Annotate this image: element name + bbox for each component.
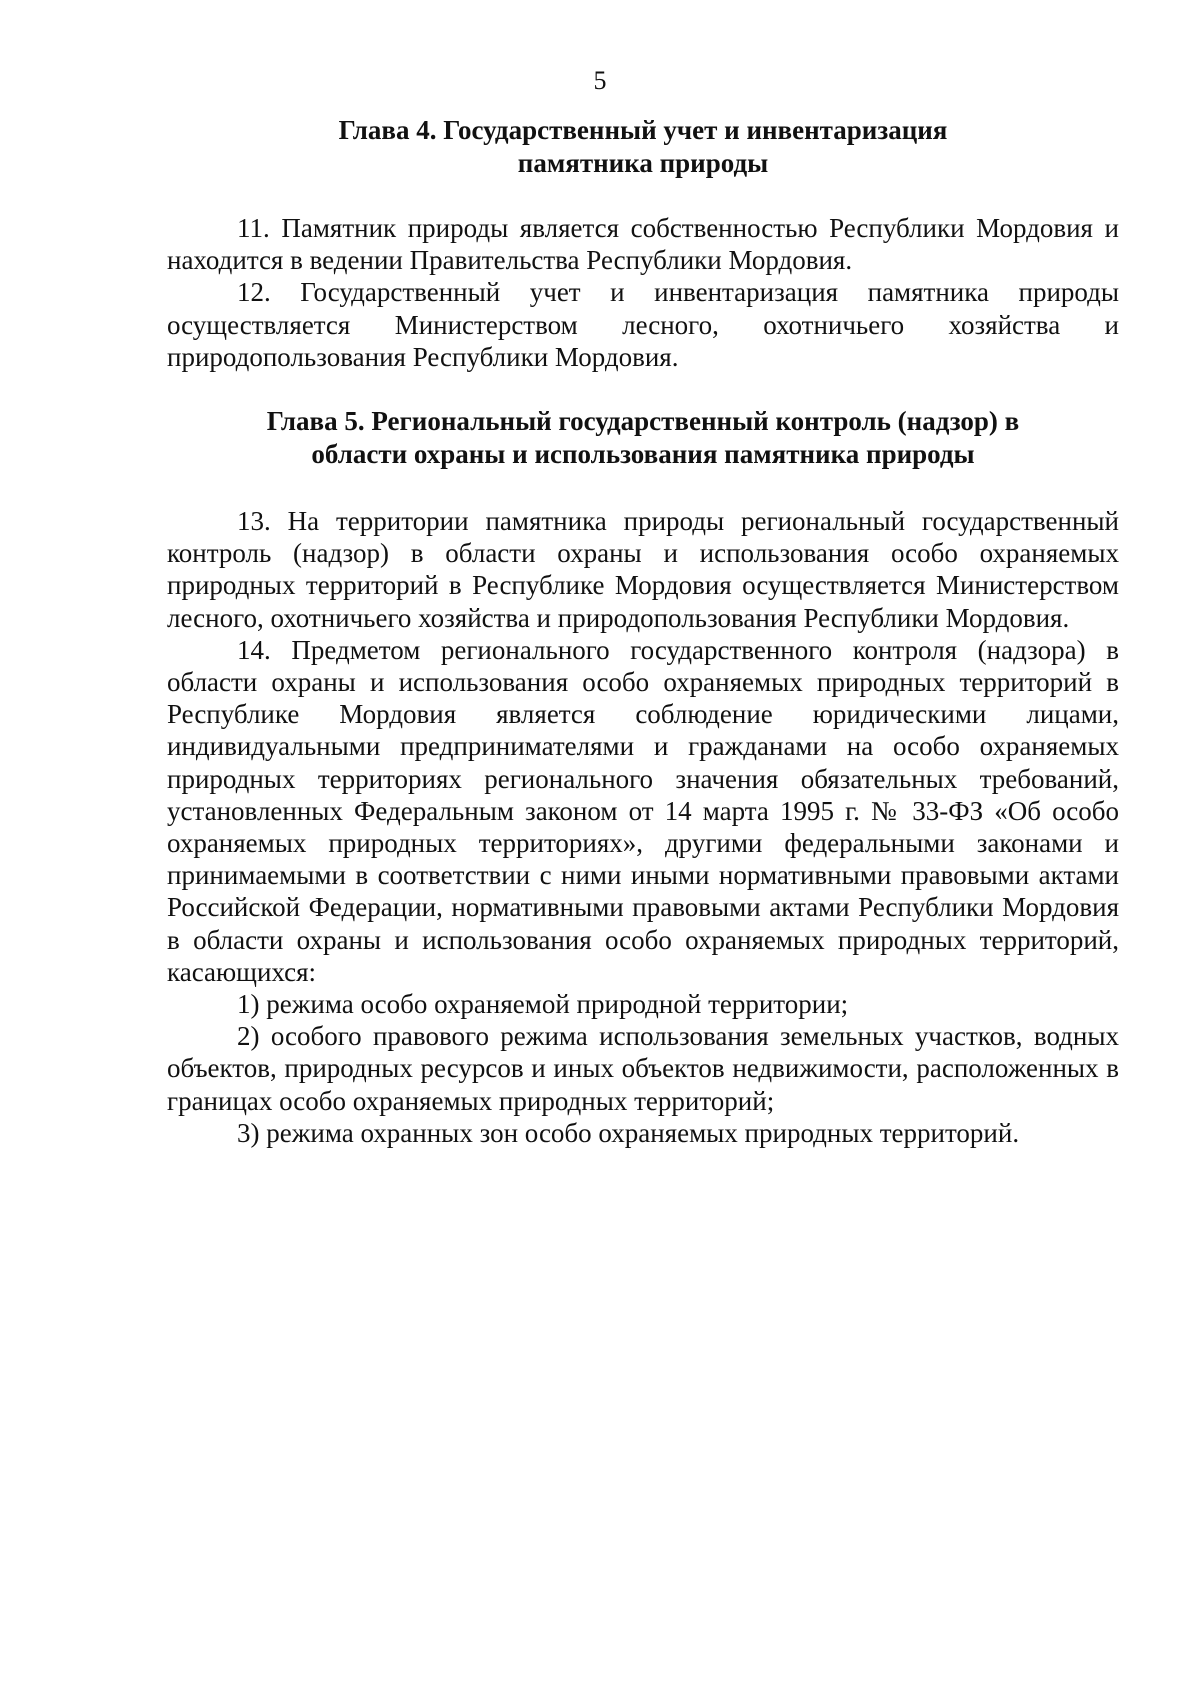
paragraph-14: 14. Предметом регионального государственного контроля (надзора) в области охраны и использования особо охраняемых природных территорий в Республике Мордовия является соблюдение юридическими лицами, индивидуальными предпринимателями и гражданами на особо охраняемых природных территориях регионального значения обязательных требований, установленных Федеральным законом от 14 марта 1995 г. № 33-ФЗ «Об особо охраняемых природных территориях», другими федеральными законами и принимаемыми в соответствии с ними иными нормативными правовыми актами Российской Федерации, нормативными правовыми актами Республики Мордовия в области охраны и использования особо охраняемых природных территорий, касающихся:	[167, 634, 1119, 987]
paragraph-12: 12. Государственный учет и инвентаризация памятника природы осуществляется Министерством лесного, охотничьего хозяйства и природопользования Республики Мордовия.	[167, 277, 1119, 372]
list-item-1: 1) режима особо охраняемой природной территории;	[237, 989, 849, 1020]
spacer	[167, 471, 1119, 505]
chapter-4-heading-line-1: Глава 4. Государственный учет и инвентаризация	[338, 115, 948, 145]
chapter-4-heading-line-2: памятника природы	[517, 148, 769, 178]
paragraph-13: 13. На территории памятника природы региональный государственный контроль (надзор) в области охраны и использования особо охраняемых природных территорий в Республике Мордовия осуществляется Министерством лесного, охотничьего хозяйства и природопользования Республики Мордовия.	[167, 506, 1119, 633]
chapter-4-heading	[167, 114, 1119, 180]
spacer	[167, 180, 1119, 212]
page-number: 5	[593, 66, 607, 95]
document-body	[167, 114, 1119, 1149]
chapter-5-heading	[167, 405, 1119, 471]
list-item-2: 2) особого правового режима использования земельных участков, водных объектов, природных ресурсов и иных объектов недвижимости, расположенных в границах особо охраняемых природных территорий;	[167, 1021, 1119, 1116]
spacer	[167, 373, 1119, 405]
paragraph-11: 11. Памятник природы является собственностью Республики Мордовия и находится в ведении Правительства Республики Мордовия.	[167, 213, 1119, 276]
chapter-5-heading-line-1: Глава 5. Региональный государственный контроль (надзор) в	[266, 406, 1020, 437]
chapter-5-heading-line-2: области охраны и использования памятника природы	[311, 439, 975, 470]
list-item-3: 3) режима охранных зон особо охраняемых природных территорий.	[237, 1117, 1020, 1148]
